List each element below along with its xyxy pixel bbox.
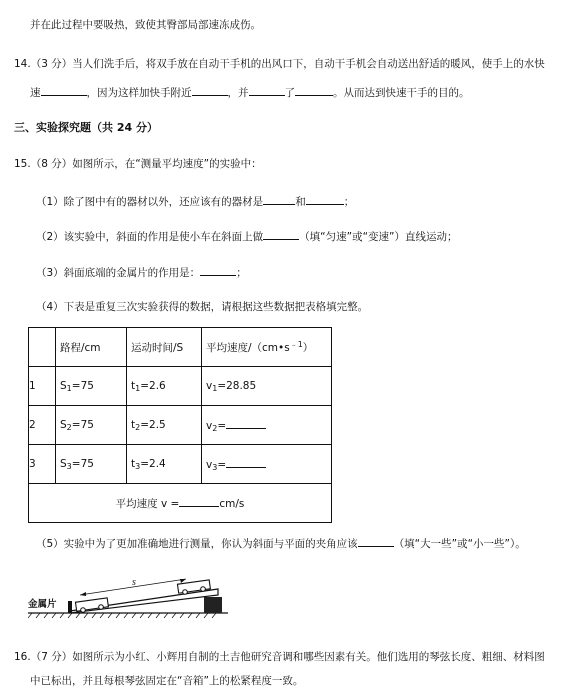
q14-line-a: 14.（3 分）当人们洗手后，将双手放在自动干手机的出风口下，自动干手机会自动送出舒适的暖风，使手上的水快 [14, 58, 545, 70]
row-index: 1 [29, 367, 56, 406]
q15-part5: （5）实验中为了更加准确地进行测量，你认为斜面与平面的夹角应该 （填“大一些”或“小一些”）。 [36, 535, 526, 551]
table-header-row [29, 328, 332, 367]
data-table [28, 327, 332, 523]
q15-part4: （4）下表是重复三次实验获得的数据，请根据这些数据把表格填完整。 [36, 301, 369, 313]
q15-part3: （3）斜面底端的金属片的作用是： ； [36, 264, 247, 280]
table-row [29, 406, 332, 445]
row-index: 2 [29, 406, 56, 445]
table-header-cell: 平均速度$/(cm•s^{﹣1})$ [202, 328, 332, 367]
section-heading: 三、实验探究题（共 24 分） [14, 121, 158, 134]
blank-v2[interactable] [226, 417, 266, 429]
q15-part1: （1）除了图中有的器材以外，还应该有的器材是 和 ； [36, 193, 354, 209]
blank-q15-1a[interactable] [263, 193, 295, 205]
speed-cell: $v_2=$ [202, 406, 332, 445]
line-continuation: 并在此过程中要吸热，致使其臀部局部速冻成伤。 [30, 19, 261, 31]
blank-q15-2[interactable] [263, 228, 299, 240]
blank-q14-3[interactable] [249, 84, 285, 96]
table-header-cell [29, 328, 56, 367]
average-speed-cell: 平均速度 v = cm/s [29, 484, 332, 523]
table-header-cell: 路程/cm [56, 328, 127, 367]
distance-cell: $S_1=75$ [56, 367, 127, 406]
time-cell: $t_2=2.5$ [127, 406, 202, 445]
blank-q15-1b[interactable] [306, 193, 344, 205]
q16-line-a: 16.（7 分）如图所示为小红、小辉用自制的土吉他研究音调和哪些因素有关。他们选用的琴弦长度、粗细、材料图 [14, 651, 545, 663]
metal-plate [68, 601, 72, 613]
speed-cell: $v_1=28.85$ [202, 367, 332, 406]
distance-cell: $S_3=75$ [56, 445, 127, 484]
blank-v3[interactable] [226, 456, 266, 468]
blank-q14-4[interactable] [295, 84, 333, 96]
q15-part2: （2）该实验中，斜面的作用是使小车在斜面上做 （填“匀速”或“变速”）直线运动； [36, 228, 457, 244]
speed-cell: $v_3=$ [202, 445, 332, 484]
table-average-row [29, 484, 332, 523]
blank-q15-5[interactable] [358, 535, 394, 547]
metal-plate-label: 金属片 [28, 599, 57, 610]
time-cell: $t_1=2.6$ [127, 367, 202, 406]
blank-q14-1[interactable] [41, 84, 87, 96]
q14-line-b: 速 ，因为这样加快手附近 ，并 了 。从而达到快速干手的目的。 [30, 84, 470, 100]
distance-cell: $S_2=75$ [56, 406, 127, 445]
q15-title: 15.（8 分）如图所示，在“测量平均速度”的实验中： [14, 158, 262, 170]
row-index: 3 [29, 445, 56, 484]
blank-q14-2[interactable] [192, 84, 228, 96]
support-block [204, 597, 222, 613]
table-row [29, 445, 332, 484]
time-cell: $t_3=2.4$ [127, 445, 202, 484]
incline-figure [28, 567, 228, 619]
table-row [29, 367, 332, 406]
distance-label: s [132, 577, 136, 588]
table-header-cell: 运动时间/S [127, 328, 202, 367]
blank-avg[interactable] [179, 495, 219, 507]
blank-q15-3[interactable] [200, 264, 236, 276]
q16-line-b: 中已标出，并且每根琴弦固定在“音箱”上的松紧程度一致。 [30, 675, 304, 687]
